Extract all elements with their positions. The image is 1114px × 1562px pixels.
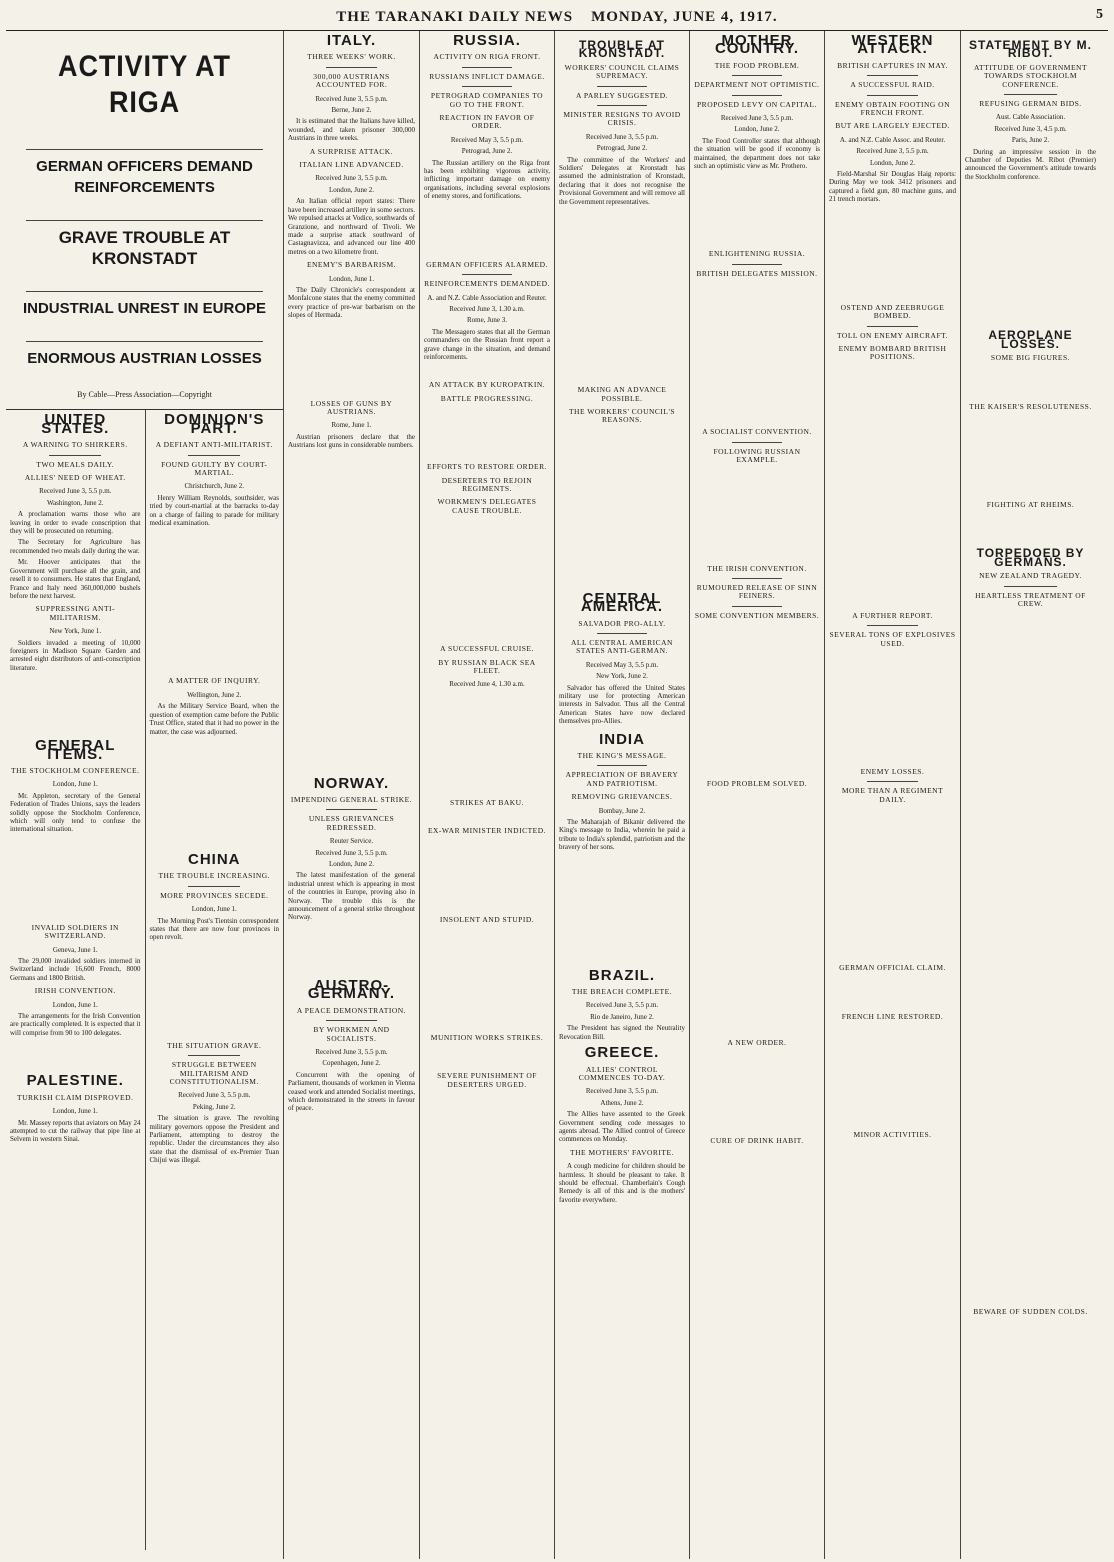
article-paragraph: Field-Marshal Sir Douglas Haig reports: During May we took 3412 prisoners and captured a field gun, 80 machine guns, and 21 trench mortars. xyxy=(829,170,956,204)
article-paragraph: Henry William Reynolds, southsider, was tried by court-martial at the barracks to-day on a charge of failing to parade for military medical examination. xyxy=(149,493,279,528)
deck: INVALID SOLDIERS IN SWITZERLAND. xyxy=(31,922,119,941)
page-number: 5 xyxy=(1096,7,1104,22)
lead-section xyxy=(6,31,284,1559)
deck: MORE THAN A REGIMENT DAILY. xyxy=(841,786,944,804)
source-line: A. and N.Z. Cable Association and Reuter. xyxy=(427,293,547,302)
dateline: Berne, June 2. xyxy=(331,106,372,115)
deck: BRITISH DELEGATES MISSION. xyxy=(696,268,818,278)
column-united-states xyxy=(6,410,146,1550)
deck: THE KING'S MESSAGE. xyxy=(577,751,667,760)
article-paragraph: The Secretary for Agriculture has recommended two meals daily during the war. xyxy=(10,538,141,555)
deck: THE MOTHERS' FAVORITE. xyxy=(570,1147,674,1157)
article-paragraph: Mr. Massey reports that aviators on May 24 attempted to cut the railway that pipe line at Selvem in western Sinai. xyxy=(10,1118,141,1144)
dateline: Washington, June 2. xyxy=(46,498,104,507)
article-paragraph: An Italian official report states: There have been increased artillery in some sectors. We repulsed attacks at Vodice, southwards of Granzione, and northward of Tivoli. We made a surprise attack southward of Castagnavizza, and advanced our line 400 metres on a two kilometre front. xyxy=(288,197,415,256)
article-paragraph: The committee of the Workers' and Soldiers' Delegates at Kronstadt has assumed the administration of Kronstadt, declaring that it does not recognise the Provisional Government and will remove all the Government representatives. xyxy=(559,155,685,206)
article-paragraph: As the Military Service Board, when the question of exemption came before the Public Trust Office, stated that it had no power in the matter, the case was adjourned. xyxy=(149,702,279,736)
dateline: New York, June 2. xyxy=(596,672,648,681)
deck: MUNITION WORKS STRIKES. xyxy=(430,1033,544,1043)
deck: REMOVING GRIEVANCES. xyxy=(571,792,673,802)
deck: EFFORTS TO RESTORE ORDER. xyxy=(427,462,547,472)
deck: ALLIES' NEED OF WHEAT. xyxy=(24,473,126,483)
column-western-attack xyxy=(825,31,961,1559)
dateline: London, June 1. xyxy=(52,1000,98,1009)
deck: A DEFIANT ANTI-MILITARIST. xyxy=(155,440,273,450)
deck: A SOCIALIST CONVENTION. xyxy=(702,427,812,437)
source-line: Reuter Service. xyxy=(329,837,374,846)
dateline: Copenhagen, June 2. xyxy=(322,1059,381,1068)
deck: A SUCCESSFUL CRUISE. xyxy=(440,644,534,654)
deck: SEVERE PUNISHMENT OF DESERTERS URGED. xyxy=(437,1071,537,1089)
deck: MINISTER RESIGNS TO AVOID CRISIS. xyxy=(563,110,681,128)
dateline: Petrograd, June 2. xyxy=(461,147,513,156)
received-line: Received June 3, 5.5 p.m. xyxy=(315,94,388,103)
article-paragraph: The Messagero states that all the German commanders on the Russian front report a grave change in the situation, and demand reinforcements. xyxy=(424,327,550,361)
heading-norway: NORWAY. xyxy=(313,774,390,792)
heading-aeroplane-losses: AEROPLANE LOSSES. xyxy=(988,328,1073,351)
received-line: Received June 3, 5.5 p.m. xyxy=(585,1001,659,1010)
deck: A SURPRISE ATTACK. xyxy=(309,146,394,156)
deck: STRUGGLE BETWEEN MILITARISM AND CONSTITUTIONALISM. xyxy=(169,1060,259,1086)
deck: BY WORKMEN AND SOCIALISTS. xyxy=(313,1025,390,1043)
deck: ALL CENTRAL AMERICAN STATES ANTI-GERMAN. xyxy=(571,637,673,656)
dateline: Peking, June 2. xyxy=(192,1102,236,1111)
deck: A NEW ORDER. xyxy=(727,1037,787,1047)
dateline: London, June 1. xyxy=(52,780,98,789)
deck: THE SITUATION GRAVE. xyxy=(167,1040,262,1050)
heading-india: INDIA xyxy=(599,730,645,748)
lead-deck-unrest: INDUSTRIAL UNREST IN EUROPE xyxy=(22,300,267,317)
deck: WORKERS' COUNCIL CLAIMS SUPREMACY. xyxy=(564,62,680,81)
deck: PROPOSED LEVY ON CAPITAL. xyxy=(697,99,817,109)
heading-russia: RUSSIA. xyxy=(453,32,521,49)
dateline: London, June 1. xyxy=(191,905,237,914)
heading-statement-ribot: STATEMENT BY M. RIBOT. xyxy=(969,38,1092,61)
deck: SUPPRESSING ANTI-MILITARISM. xyxy=(35,604,116,622)
deck: NEW ZEALAND TRAGEDY. xyxy=(979,571,1082,581)
article-paragraph: The Maharajah of Bikanir delivered the King's message to India, wherein he paid a tribute to India's splendid, patriotism and the bravery of her sons. xyxy=(559,818,685,852)
received-line: Received June 3, 5.5 p.m. xyxy=(315,848,388,857)
article-paragraph: Salvador has offered the United States military use for protecting American interests in Salvador. Thus all the Central American States have now declared themselves pro-Allies. xyxy=(559,683,685,726)
dateline: Geneva, June 1. xyxy=(52,945,98,954)
deck: IMPENDING GENERAL STRIKE. xyxy=(290,795,413,804)
article-paragraph: A cough medicine for children should be harmless. It should be pleasant to take. It should be effectual. Chamberlain's Cough Remedy is all of this and is the mothers' favorite everywhere. xyxy=(559,1162,685,1204)
column-dominions xyxy=(146,410,284,1550)
deck: MAKING AN ADVANCE POSSIBLE. xyxy=(577,385,667,403)
dateline: London, June 2. xyxy=(869,158,916,167)
deck: THREE WEEKS' WORK. xyxy=(307,52,396,62)
deck: DEPARTMENT NOT OPTIMISTIC. xyxy=(694,80,820,90)
deck: WORKMEN'S DELEGATES CAUSE TROUBLE. xyxy=(437,497,537,515)
deck: TWO MEALS DAILY. xyxy=(36,459,115,469)
column-mother-country xyxy=(690,31,825,1559)
article-paragraph: The 29,000 invalided soldiers interned in Switzerland include 16,600 French, 8000 Germans and 1800 British. xyxy=(10,957,141,982)
deck: UNLESS GRIEVANCES REDRESSED. xyxy=(308,814,395,832)
lead-deck-reinforcements: GERMAN OFFICERS DEMAND REINFORCEMENTS xyxy=(36,158,253,196)
deck: HEARTLESS TREATMENT OF CREW. xyxy=(975,590,1086,608)
article-paragraph: The situation is grave. The revolting military governors oppose the President and Parliament, attempting to destroy the republic. Under the circumstances they also state that the dismissal of ex-Premier Tuan Chijui was illegal. xyxy=(149,1114,279,1165)
deck: STRIKES AT BAKU. xyxy=(450,797,524,807)
dateline: Bombay, June 2. xyxy=(598,806,646,815)
received-line: Received June 3, 4.5 p.m. xyxy=(994,124,1067,133)
deck: SOME BIG FIGURES. xyxy=(990,353,1071,363)
dateline: Rome, June 3. xyxy=(466,316,508,325)
deck: SALVADOR PRO-ALLY. xyxy=(578,618,666,628)
deck: THE TROUBLE INCREASING. xyxy=(158,871,271,881)
deck: THE STOCKHOLM CONFERENCE. xyxy=(11,765,140,775)
heading-general-items: GENERAL ITEMS. xyxy=(35,737,116,763)
deck: BATTLE PROGRESSING. xyxy=(440,393,534,403)
dateline: Rome, June 1. xyxy=(331,421,372,430)
received-line: Received June 3, 5.5 p.m. xyxy=(39,487,112,496)
received-line: Received June 3, 1.30 a.m. xyxy=(449,304,525,313)
article-paragraph: The latest manifestation of the general industrial unrest which is appearing in most of the countries in Europe, proving also in Norway. The trouble this is the announcement of a general strike throughout Norway. xyxy=(288,871,415,922)
article-paragraph: Austrian prisoners declare that the Austrians lost guns in considerable numbers. xyxy=(288,432,415,450)
article-paragraph: The Daily Chronicle's correspondent at Monfalcone states that the enemy committed every practice of pre-war barbarism on the slopes of Hermada. xyxy=(288,285,415,320)
deck: FOUND GUILTY BY COURT-MARTIAL. xyxy=(161,459,268,478)
dateline: London, June 2. xyxy=(328,860,375,869)
dateline: Rio de Janeiro, June 2. xyxy=(590,1012,654,1021)
source-line: A. and N.Z. Cable Assoc. and Reuter. xyxy=(839,135,946,144)
deck: BUT ARE LARGELY EJECTED. xyxy=(835,121,950,131)
issue-date: MONDAY, JUNE 4, 1917. xyxy=(591,8,778,25)
deck: REINFORCEMENTS DEMANDED. xyxy=(424,279,550,289)
deck: TURKISH CLAIM DISPROVED. xyxy=(17,1092,134,1102)
heading-italy: ITALY. xyxy=(326,32,377,49)
heading-greece: GREECE. xyxy=(584,1044,660,1062)
heading-western-attack: WESTERN ATTACK. xyxy=(851,32,934,58)
deck: EX-WAR MINISTER INDICTED. xyxy=(427,826,547,836)
received-line: Received May 3, 5.5 p.m. xyxy=(585,660,659,669)
dateline: London, June 1. xyxy=(52,1107,98,1116)
deck: THE FOOD PROBLEM. xyxy=(714,60,800,70)
deck: RUSSIANS INFLICT DAMAGE. xyxy=(429,71,545,81)
byline: By Cable—Press Association—Copyright xyxy=(77,390,212,399)
deck: BRITISH CAPTURES IN MAY. xyxy=(837,60,948,70)
deck: ALLIES' CONTROL COMMENCES TO-DAY. xyxy=(578,1064,666,1082)
deck: RUMOURED RELEASE OF SINN FEINERS. xyxy=(696,582,818,601)
column-russia xyxy=(420,31,555,1559)
deck: LOSSES OF GUNS BY AUSTRIANS. xyxy=(310,398,393,416)
deck: MORE PROVINCES SECEDE. xyxy=(160,890,269,900)
deck: ENEMY LOSSES. xyxy=(860,766,925,776)
dateline: Athens, June 2. xyxy=(600,1098,644,1107)
deck: PETROGRAD COMPANIES TO GO TO THE FRONT. xyxy=(430,91,544,109)
dateline: London, June 2. xyxy=(734,125,780,134)
lead-headline: ACTIVITY AT RIGA xyxy=(58,50,231,119)
deck: A PEACE DEMONSTRATION. xyxy=(296,1005,407,1015)
deck: ITALIAN LINE ADVANCED. xyxy=(299,160,404,170)
deck: OSTEND AND ZEEBRUGGE BOMBED. xyxy=(840,302,945,321)
deck: ATTITUDE OF GOVERNMENT TOWARDS STOCKHOLM CONFERENCE. xyxy=(973,62,1088,89)
received-line: Received June 4, 1.30 a.m. xyxy=(449,680,525,689)
deck: FOLLOWING RUSSIAN EXAMPLE. xyxy=(713,446,801,465)
received-line: Received June 3, 5.5 p.m. xyxy=(585,132,659,141)
column-italy xyxy=(284,31,420,1559)
deck: 300,000 AUSTRIANS ACCOUNTED FOR. xyxy=(313,71,390,90)
received-line: Received May 3, 5.5 p.m. xyxy=(450,135,524,144)
dateline: Christchurch, June 2. xyxy=(184,482,244,491)
deck: FIGHTING AT RHEIMS. xyxy=(986,499,1075,509)
deck: THE BREACH COMPLETE. xyxy=(571,987,673,997)
received-line: Received June 3, 5.5 p.m. xyxy=(315,174,388,183)
deck: A PARLEY SUGGESTED. xyxy=(575,90,669,100)
heading-brazil: BRAZIL. xyxy=(588,966,656,984)
deck: ENEMY OBTAIN FOOTING ON FRENCH FRONT. xyxy=(835,99,950,118)
deck: INSOLENT AND STUPID. xyxy=(439,914,535,924)
received-line: Received June 3, 5.5 p.m. xyxy=(856,147,929,156)
dateline: Paris, June 2. xyxy=(1011,136,1050,145)
advertisement: BEWARE OF SUDDEN COLDS. xyxy=(973,1307,1088,1317)
deck: AN ATTACK BY KUROPATKIN. xyxy=(428,380,546,390)
article-paragraph: The President has signed the Neutrality Revocation Bill. xyxy=(559,1024,685,1041)
lead-deck-kronstadt: GRAVE TROUBLE AT KRONSTADT xyxy=(58,228,231,268)
deck: ENLIGHTENING RUSSIA. xyxy=(708,249,806,259)
article-paragraph: The Food Controller states that although the situation will be good if economy is maintained, the department does not take such an optimistic view as Mr. Prothero. xyxy=(694,136,820,171)
heading-torpedoed: TORPEDOED BY GERMANS. xyxy=(976,546,1085,569)
deck: THE KAISER'S RESOLUTENESS. xyxy=(969,401,1092,411)
deck: DESERTERS TO REJOIN REGIMENTS. xyxy=(441,475,533,493)
deck: A MATTER OF INQUIRY. xyxy=(168,676,261,686)
article-paragraph: Concurrent with the opening of Parliament, thousands of workmen in Vienna ceased work and attended Socialist meetings, which demonstrated in the streets in favour of peace. xyxy=(288,1070,415,1113)
received-line: Received June 3, 5.5 p.m. xyxy=(585,1087,659,1096)
dateline: New York, June 1. xyxy=(49,627,102,636)
heading-china: CHINA xyxy=(188,850,241,868)
deck: GERMAN OFFICERS ALARMED. xyxy=(426,259,548,269)
heading-united-states: UNITED STATES. xyxy=(41,411,110,437)
heading-mother-country: MOTHER COUNTRY. xyxy=(714,32,800,58)
deck: A FURTHER REPORT. xyxy=(852,610,933,620)
deck: CURE OF DRINK HABIT. xyxy=(710,1135,804,1145)
dateline: London, June 2. xyxy=(328,185,375,194)
deck: BY RUSSIAN BLACK SEA FLEET. xyxy=(438,657,536,675)
heading-dominions: DOMINION'S PART. xyxy=(164,411,265,437)
received-line: Received June 3, 5.5 p.m. xyxy=(315,1047,388,1056)
article-paragraph: The Russian artillery on the Riga front has been exhibiting vigorous activity, inflicting important damage on enemy organisations, including several explosions of enemy stores, and fortifications. xyxy=(424,158,550,201)
lead-deck-losses: ENORMOUS AUSTRIAN LOSSES xyxy=(27,350,262,367)
deck: TOLL ON ENEMY AIRCRAFT. xyxy=(836,330,949,340)
article-paragraph: It is estimated that the Italians have killed, wounded, and taken prisoner 300,000 Austrians in three weeks. xyxy=(288,117,415,143)
deck: GERMAN OFFICIAL CLAIM. xyxy=(839,963,946,973)
heading-kronstadt: TROUBLE AT KRONSTADT. xyxy=(578,38,666,61)
deck: FRENCH LINE RESTORED. xyxy=(841,1011,944,1021)
heading-austro-germany: AUSTRO-GERMANY. xyxy=(307,976,396,1003)
article-paragraph: The Morning Post's Tientsin correspondent states that there are now four provinces in open revolt. xyxy=(149,916,279,942)
received-line: Received June 3, 5.5 p.m. xyxy=(178,1091,251,1100)
source-line: Aust. Cable Association. xyxy=(995,113,1066,122)
deck: MINOR ACTIVITIES. xyxy=(853,1129,932,1139)
deck: ACTIVITY ON RIGA FRONT. xyxy=(433,52,541,62)
column-statement-ribot xyxy=(961,31,1100,1559)
dateline: London, June 1. xyxy=(328,274,375,283)
deck: THE WORKERS' COUNCIL'S REASONS. xyxy=(568,406,676,425)
deck: A WARNING TO SHIRKERS. xyxy=(22,440,128,450)
deck: A SUCCESSFUL RAID. xyxy=(850,80,935,90)
article-paragraph: During an impressive session in the Chamber of Deputies M. Ribot (Premier) announced the Government's attitude towards the Stockholm conference. xyxy=(965,147,1096,181)
dateline: Petrograd, June 2. xyxy=(596,144,648,153)
deck: THE IRISH CONVENTION. xyxy=(707,563,807,573)
article-paragraph: Soldiers invaded a meeting of 10,000 foreigners in Madison Square Garden and arrested eight distributors of anti-conscription literature. xyxy=(10,638,141,672)
masthead xyxy=(6,4,1108,31)
article-paragraph: A proclamation warns those who are leaving in order to evade conscription that they will be prosecuted on returning. xyxy=(10,510,141,536)
dateline: Wellington, June 2. xyxy=(187,690,242,699)
paper-name: THE TARANAKI DAILY NEWS xyxy=(336,8,574,25)
deck: SEVERAL TONS OF EXPLOSIVES USED. xyxy=(829,630,956,648)
deck: ENEMY BOMBARD BRITISH POSITIONS. xyxy=(838,343,947,362)
column-kronstadt xyxy=(555,31,690,1559)
deck: ENEMY'S BARBARISM. xyxy=(306,260,397,270)
article-paragraph: Mr. Appleton, secretary of the General Federation of Trades Unions, says the leaders solidly oppose the Stockholm Conference, which will only tend to confuse the international situation. xyxy=(10,791,141,834)
deck: REACTION IN FAVOR OF ORDER. xyxy=(439,113,535,131)
deck: IRISH CONVENTION. xyxy=(34,986,116,996)
heading-central-america: CENTRAL AMERICA. xyxy=(580,589,664,616)
article-paragraph: The arrangements for the Irish Convention are practically completed. It is expected that it will comprise from 90 to 100 delegates. xyxy=(10,1012,141,1037)
article-paragraph: The Allies have assented to the Greek Government sending code messages to agents abroad. The Allied control of Greece commences on Monday. xyxy=(559,1110,685,1144)
received-line: Received June 3, 5.5 p.m. xyxy=(720,114,794,123)
deck: APPRECIATION OF BRAVERY AND PATRIOTISM. xyxy=(565,770,679,788)
deck: REFUSING GERMAN BIDS. xyxy=(979,99,1082,109)
deck: FOOD PROBLEM SOLVED. xyxy=(706,779,808,789)
deck: SOME CONVENTION MEMBERS. xyxy=(694,610,820,620)
article-paragraph: Mr. Hoover anticipates that the Government will purchase all the grain, and resell it to consumers. He states that England, France and Italy need 360,000,000 bushels before the next harvest. xyxy=(10,558,141,600)
heading-palestine: PALESTINE. xyxy=(26,1072,124,1090)
